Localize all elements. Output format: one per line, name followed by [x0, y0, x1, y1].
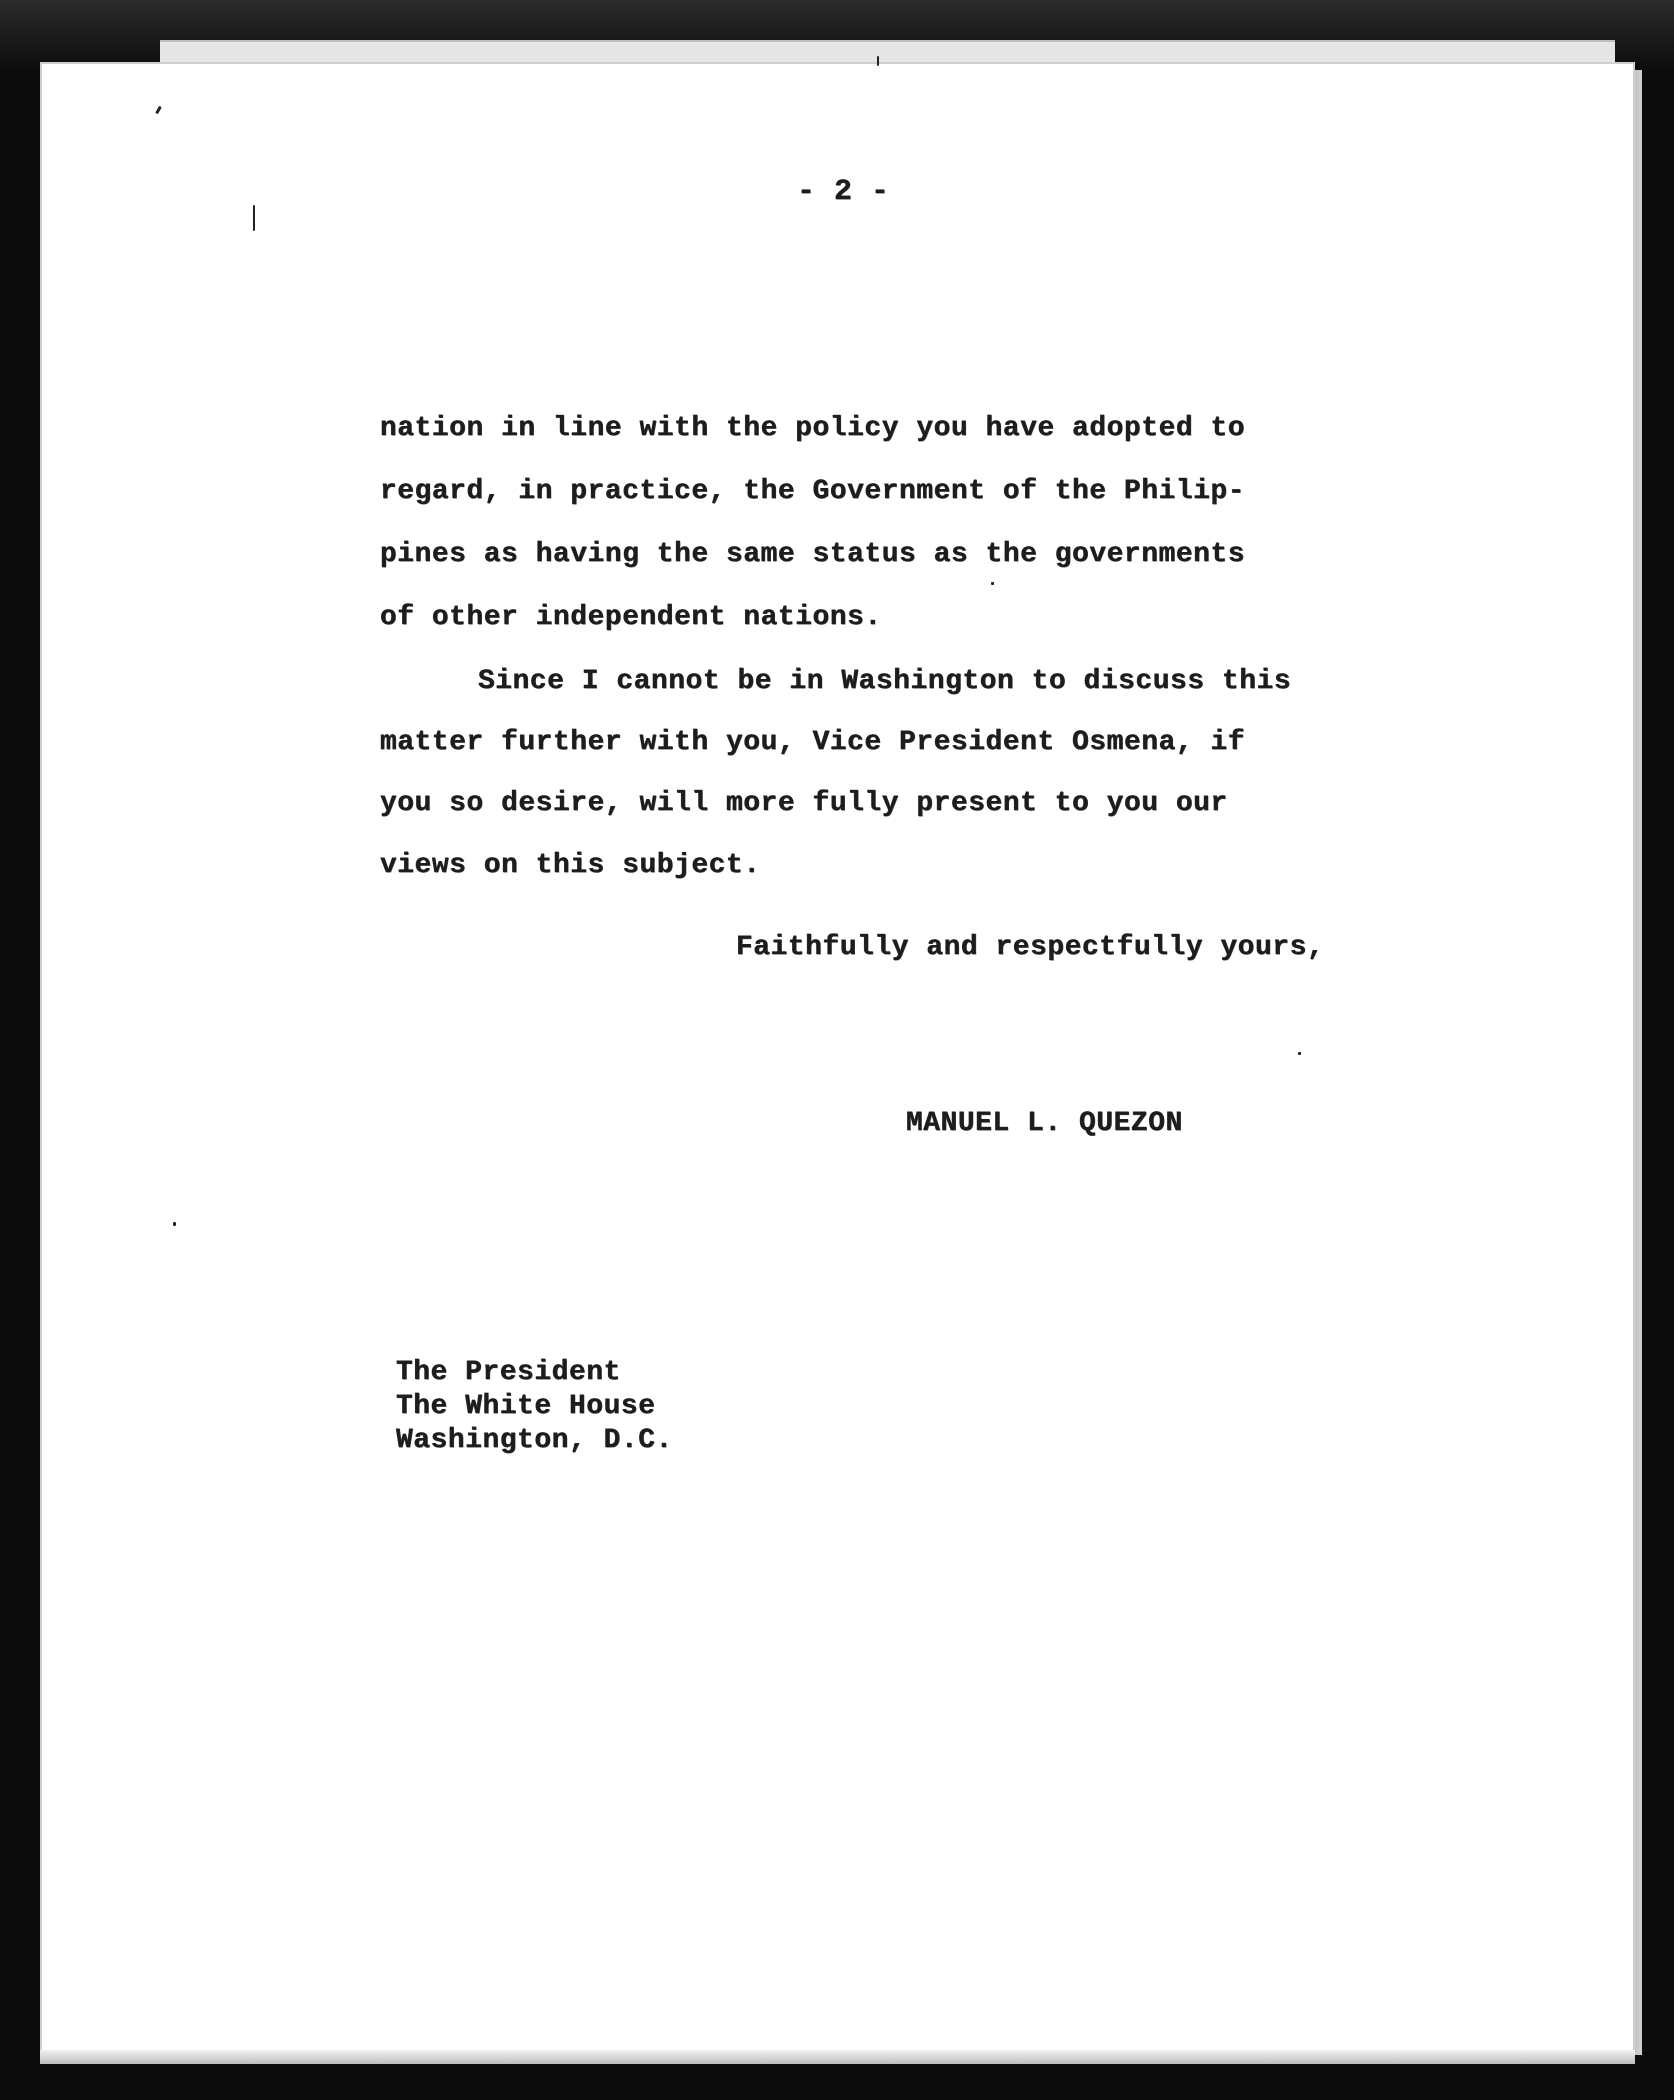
addressee-line-2: The White House [396, 1391, 656, 1422]
scan-speck [991, 582, 994, 585]
page-stack-bottom-edge [40, 2050, 1635, 2064]
page-number: - 2 - [797, 175, 890, 209]
body-line-2: regard, in practice, the Government of the Philip- [380, 476, 1246, 507]
scan-speck [253, 205, 255, 231]
body-line-7: you so desire, will more fully present to you our [380, 788, 1228, 819]
closing-salutation: Faithfully and respectfully yours, [736, 932, 1325, 963]
letter-page [40, 62, 1635, 2062]
signature-name: MANUEL L. QUEZON [906, 1108, 1183, 1139]
body-line-6: matter further with you, Vice President Osmena, if [380, 727, 1246, 758]
scan-speck [877, 56, 879, 66]
body-line-5: Since I cannot be in Washington to discuss this [478, 666, 1292, 697]
body-line-3: pines as having the same status as the governments [380, 539, 1246, 570]
body-line-1: nation in line with the policy you have adopted to [380, 413, 1246, 444]
body-line-4: of other independent nations. [380, 602, 882, 633]
addressee-line-1: The President [396, 1357, 621, 1388]
scan-speck [173, 1222, 176, 1226]
body-line-8: views on this subject. [380, 850, 761, 881]
addressee-line-3: Washington, D.C. [396, 1425, 673, 1456]
scan-speck [1298, 1052, 1301, 1055]
